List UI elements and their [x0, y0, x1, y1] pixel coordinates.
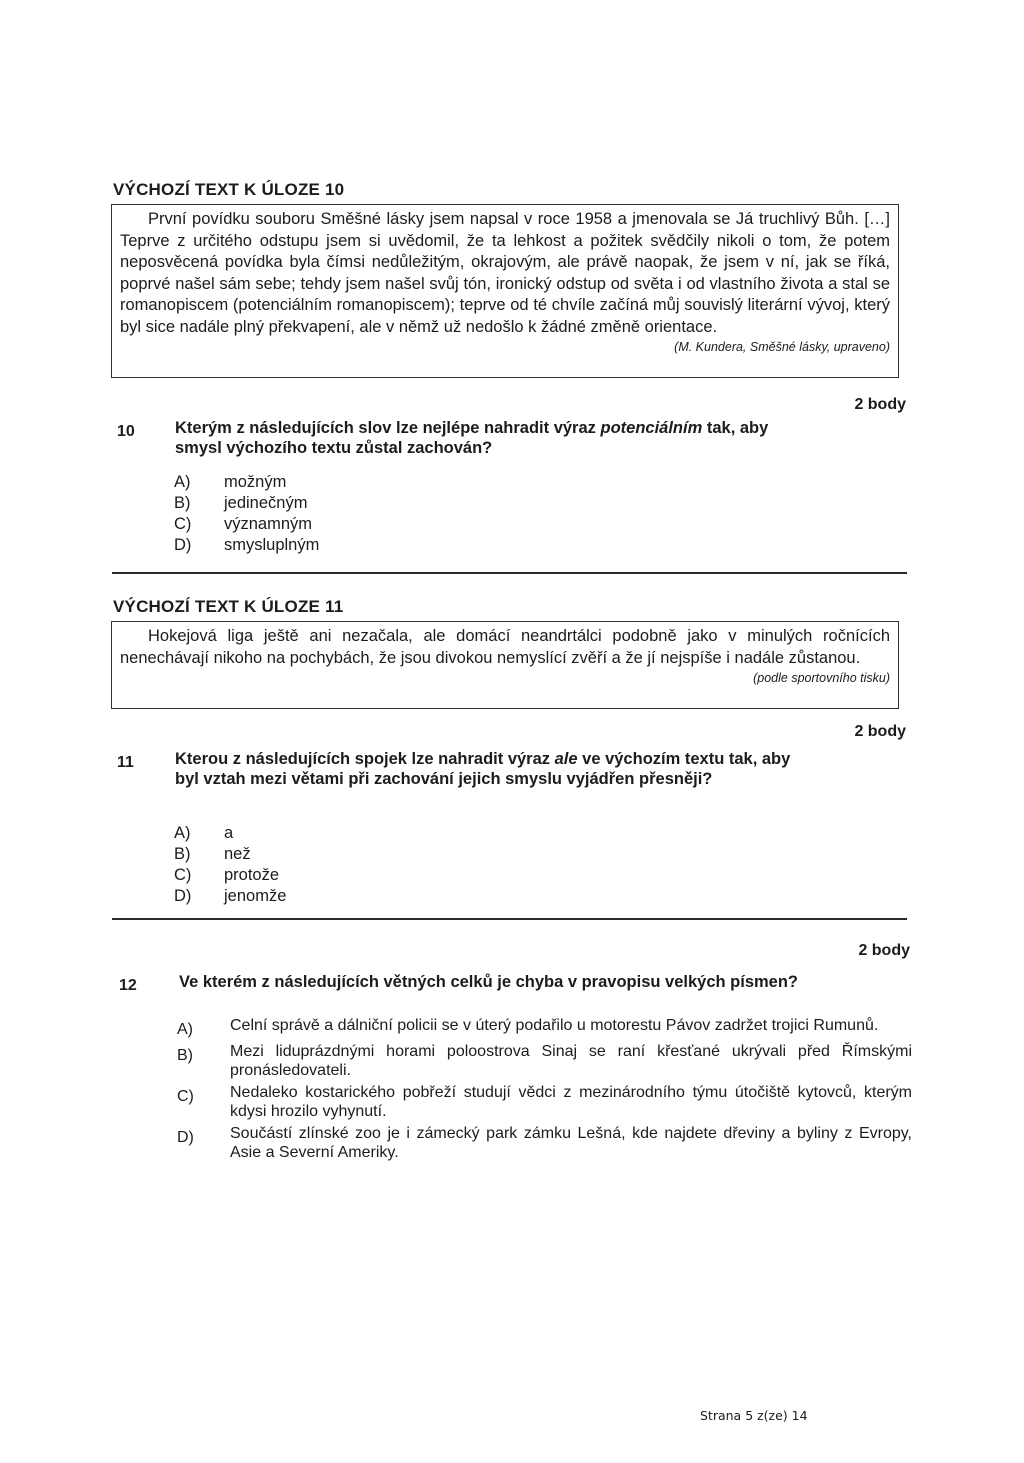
option-text: Mezi liduprázdnými horami poloostrova Sinaj se raní křesťané ukrývali před Římskými pronásledovateli. — [230, 1043, 912, 1079]
question-11-option-a[interactable] — [174, 823, 286, 844]
option-letter: B) — [174, 494, 191, 512]
option-letter: A) — [174, 473, 191, 491]
option-text: významným — [224, 515, 313, 533]
option-letter: C) — [177, 1088, 194, 1105]
question-11-points: 2 body — [854, 723, 906, 740]
section-10-heading: VÝCHOZÍ TEXT K ÚLOZE 10 — [113, 180, 345, 199]
question-12-options — [177, 1016, 912, 1165]
question-10-option-d[interactable] — [174, 535, 319, 556]
page-number: Strana 5 z(ze) 14 — [700, 1408, 808, 1423]
option-letter: A) — [174, 824, 191, 842]
option-letter: C) — [174, 515, 192, 533]
option-text: Celní správě a dálniční policii se v úterý podařilo u motorestu Pávov zadržet trojici Rumunů. — [230, 1017, 879, 1034]
question-11-option-b[interactable] — [174, 844, 286, 865]
question-11-keyword: ale — [554, 750, 578, 768]
question-10-keyword: potenciálním — [600, 419, 703, 437]
option-letter: C) — [174, 866, 192, 884]
question-10-option-a[interactable] — [174, 472, 319, 493]
question-12-option-d[interactable] — [177, 1124, 912, 1162]
option-letter: D) — [174, 536, 192, 554]
question-10-option-b[interactable] — [174, 493, 319, 514]
section-11-heading: VÝCHOZÍ TEXT K ÚLOZE 11 — [113, 597, 344, 616]
section-10-source: (M. Kundera, Směšné lásky, upraveno) — [674, 340, 890, 354]
section-11-text: Hokejová liga ještě ani nezačala, ale domácí neandrtálci podobně jako v minulých ročnících nenechávají nikoho na pochybách, že jsou divokou nemyslící zvěří a že jí nejspíše i nadále zůstanou. — [120, 627, 890, 667]
option-letter: B) — [174, 845, 191, 863]
divider — [112, 918, 907, 920]
option-text: Součástí zlínské zoo je i zámecký park zámku Lešná, kde najdete dřeviny a byliny z Evropy, Asie a Severní Ameriky. — [230, 1125, 912, 1161]
option-text: jedinečným — [224, 494, 308, 512]
option-text: smysluplným — [224, 536, 320, 554]
option-text: než — [224, 845, 251, 863]
section-11-textbox — [111, 621, 899, 709]
question-10-points: 2 body — [854, 396, 906, 413]
option-text: jenomže — [224, 887, 287, 905]
question-10-text-after: tak, aby smysl výchozího textu zůstal zachován? — [175, 419, 769, 457]
question-10-options — [174, 472, 319, 556]
question-11-text-after: ve výchozím textu tak, aby byl vztah mezi větami při zachování jejich smyslu vyjádřen přesněji? — [175, 750, 791, 788]
section-10-text: První povídku souboru Směšné lásky jsem napsal v roce 1958 a jmenovala se Já truchlivý Bůh. […] Teprve z určitého odstupu jsem si uvědomil, že ta lehkost a požitek svědčily nikoli o tom, že potem neposvěcená povídka byla čímsi nedůležitým, okrajovým, ale právě naopak, že jsem v ní, jak se říká, poprvé našel sám sebe; tehdy jsem našel svůj tón, ironický odstup od světa i od vlastního života a stal se romanopiscem (potenciálním romanopiscem); teprve od té chvíle začíná můj souvislý literární vývoj, který byl sice nadále plný překvapení, ale v němž už nedošlo k žádné změně orientace. — [120, 210, 890, 336]
divider — [112, 572, 907, 574]
option-letter: D) — [174, 887, 192, 905]
option-text: možným — [224, 473, 287, 491]
section-11-source: (podle sportovního tisku) — [753, 671, 890, 685]
question-10-number: 10 — [117, 423, 135, 440]
question-11-options — [174, 823, 286, 907]
question-12-option-a[interactable] — [177, 1016, 912, 1039]
question-11-text — [175, 749, 810, 789]
question-10-text — [175, 418, 810, 458]
question-11-option-c[interactable] — [174, 865, 286, 886]
option-letter: D) — [177, 1129, 194, 1146]
option-text: Nedaleko kostarického pobřeží studují vědci z mezinárodního týmu útočiště kytovců, kterým kdysi hrozilo vyhynutí. — [230, 1084, 912, 1120]
question-12-points: 2 body — [858, 942, 910, 959]
question-12-option-b[interactable] — [177, 1042, 912, 1080]
option-text: a — [224, 824, 234, 842]
question-11-text-before: Kterou z následujících spojek lze nahradit výraz — [175, 750, 555, 768]
question-12-option-c[interactable] — [177, 1083, 912, 1121]
question-10-text-before: Kterým z následujících slov lze nejlépe nahradit výraz — [175, 419, 601, 437]
option-letter: A) — [177, 1021, 193, 1038]
question-11-number: 11 — [117, 754, 134, 771]
question-12-number: 12 — [119, 977, 137, 994]
section-10-textbox — [111, 204, 899, 378]
question-11-option-d[interactable] — [174, 886, 286, 907]
question-10-option-c[interactable] — [174, 514, 319, 535]
option-letter: B) — [177, 1047, 193, 1064]
question-12-text: Ve kterém z následujících větných celků je chyba v pravopisu velkých písmen? — [179, 973, 799, 991]
option-text: protože — [224, 866, 280, 884]
